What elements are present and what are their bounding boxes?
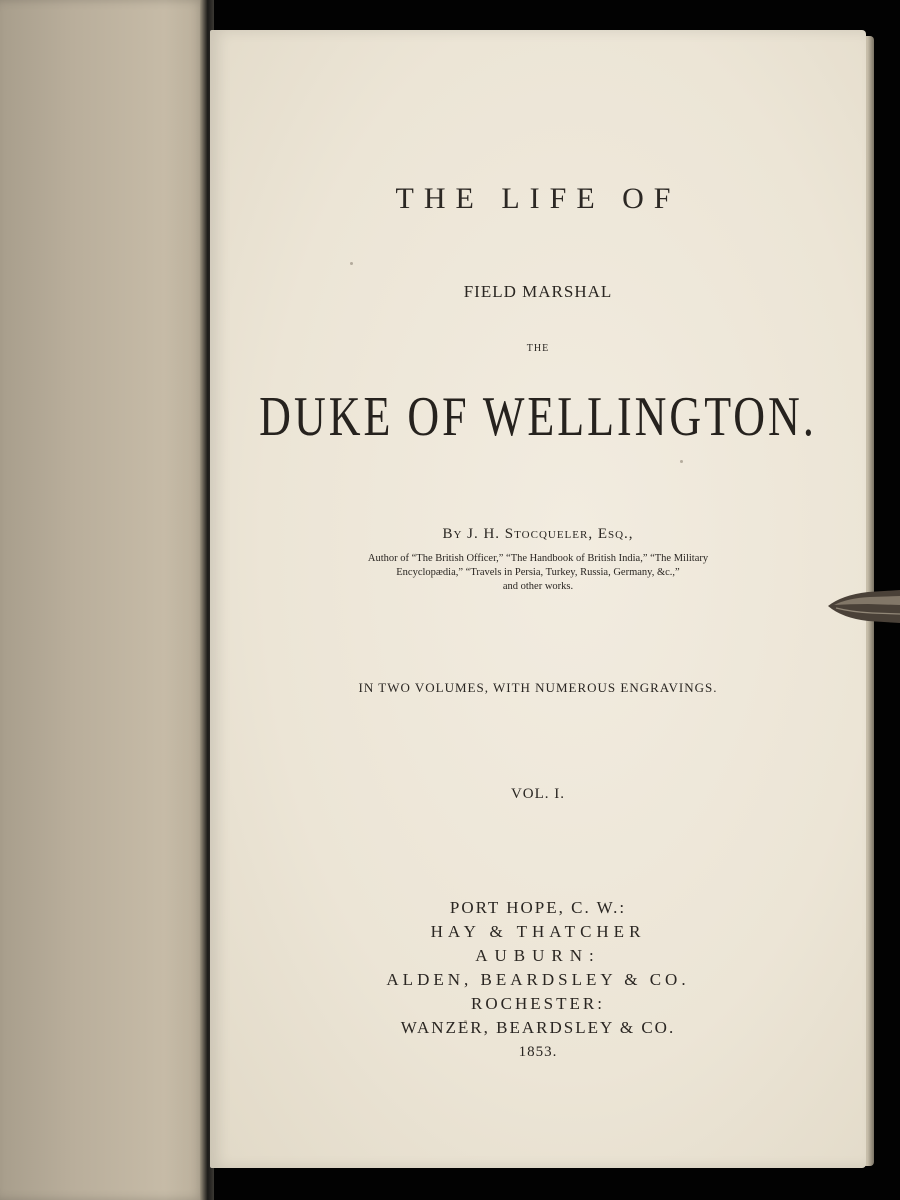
left-page <box>0 0 206 1200</box>
title-life-of: THE LIFE OF <box>395 182 681 215</box>
imprint-year: 1853. <box>518 1044 558 1060</box>
imprint-line: ALDEN, BEARDSLEY & CO. <box>386 970 690 989</box>
volume-number: VOL. I. <box>510 786 566 802</box>
subtitle-field-marshal: FIELD MARSHAL <box>463 282 613 301</box>
title-page <box>210 30 866 1168</box>
subtitle-the: THE <box>526 343 550 354</box>
imprint-line: AUBURN: <box>475 946 601 965</box>
paper-speck <box>680 460 683 463</box>
imprint-line: PORT HOPE, C. W.: <box>449 898 627 917</box>
author-credits-line: Author of “The British Officer,” “The Handbook of British India,” “The Military <box>367 553 709 564</box>
author-credits <box>210 552 866 594</box>
bookmark-tab-icon <box>828 585 900 627</box>
volumes-note: IN TWO VOLUMES, WITH NUMEROUS ENGRAVINGS. <box>358 680 718 695</box>
imprint-line: HAY & THATCHER <box>430 922 646 941</box>
imprint-line: WANZER, BEARDSLEY & CO. <box>400 1018 676 1037</box>
author-byline: By J. H. Stocqueler, Esq., <box>442 526 634 542</box>
author-credits-line: Encyclopædia,” “Travels in Persia, Turkey, Russia, Germany, &c.,” <box>396 567 680 578</box>
publisher-imprint <box>210 896 866 1064</box>
imprint-line: ROCHESTER: <box>471 994 605 1013</box>
author-credits-line: and other works. <box>502 581 574 592</box>
main-title: DUKE OF WELLINGTON. <box>259 385 817 448</box>
paper-speck <box>350 262 353 265</box>
